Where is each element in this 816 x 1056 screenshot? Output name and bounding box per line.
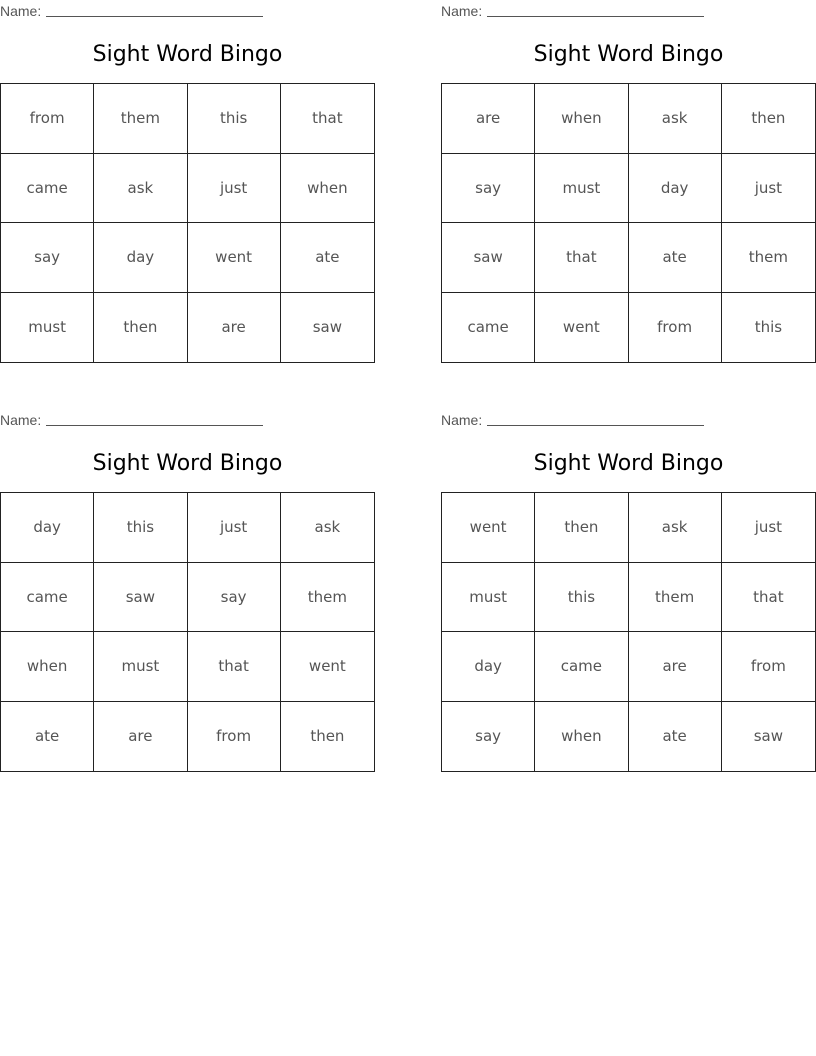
bingo-cell: ask <box>281 493 374 563</box>
bingo-cell: came <box>1 154 94 224</box>
bingo-cell: when <box>535 702 628 772</box>
bingo-cell: just <box>722 154 815 224</box>
bingo-grid <box>441 83 816 363</box>
bingo-cell: then <box>722 84 815 154</box>
card-title: Sight Word Bingo <box>92 451 283 476</box>
bingo-cell: day <box>629 154 722 224</box>
bingo-cell: from <box>1 84 94 154</box>
bingo-cell: ate <box>629 702 722 772</box>
bingo-cell: came <box>442 293 535 363</box>
name-blank-line <box>487 425 704 426</box>
bingo-grid <box>0 83 375 363</box>
bingo-cell: just <box>722 493 815 563</box>
bingo-cell: day <box>1 493 94 563</box>
bingo-cell: this <box>94 493 187 563</box>
bingo-cell: them <box>722 223 815 293</box>
name-blank-line <box>46 425 263 426</box>
bingo-cell: when <box>535 84 628 154</box>
bingo-cell: from <box>629 293 722 363</box>
bingo-cell: from <box>188 702 281 772</box>
bingo-cell: saw <box>312 318 343 337</box>
bingo-cell: are <box>629 632 722 702</box>
bingo-cell: then <box>535 493 628 563</box>
bingo-cell: went <box>442 493 535 563</box>
card-title: Sight Word Bingo <box>533 451 724 476</box>
card-title: Sight Word Bingo <box>92 42 283 67</box>
bingo-cell: that <box>535 223 628 293</box>
bingo-grid <box>0 492 375 772</box>
bingo-cell: day <box>94 223 187 293</box>
bingo-cell: say <box>1 223 94 293</box>
bingo-cell: must <box>442 563 535 633</box>
name-label: Name: <box>441 412 483 428</box>
bingo-cell: are <box>94 702 187 772</box>
bingo-cell: saw <box>442 223 535 293</box>
name-blank-line <box>487 16 704 17</box>
bingo-cell: them <box>94 84 187 154</box>
bingo-cell: went <box>535 293 628 363</box>
bingo-cell: ate <box>281 223 374 293</box>
bingo-cell: say <box>188 563 281 633</box>
bingo-cell: came <box>535 632 628 702</box>
bingo-cell: came <box>1 563 94 633</box>
bingo-cell: then <box>94 293 187 363</box>
bingo-cell: ask <box>94 154 187 224</box>
bingo-cell: this <box>188 84 281 154</box>
name-label: Name: <box>0 3 42 19</box>
bingo-cell: must <box>535 154 628 224</box>
bingo-cell: when <box>281 154 374 224</box>
bingo-cell: this <box>754 318 783 337</box>
bingo-cell: saw <box>94 563 187 633</box>
bingo-cell: went <box>188 223 281 293</box>
bingo-cell: them <box>629 563 722 633</box>
bingo-cell: say <box>442 154 535 224</box>
bingo-cell: this <box>535 563 628 633</box>
bingo-cell: that <box>281 84 374 154</box>
bingo-cell: are <box>442 84 535 154</box>
card-title: Sight Word Bingo <box>533 42 724 67</box>
bingo-cell: that <box>188 632 281 702</box>
bingo-cell: must <box>1 293 94 363</box>
bingo-cell: them <box>281 563 374 633</box>
bingo-grid <box>441 492 816 772</box>
bingo-cell: went <box>281 632 374 702</box>
bingo-cell: ask <box>629 84 722 154</box>
bingo-cell: are <box>188 293 281 363</box>
bingo-cell: then <box>310 727 345 746</box>
bingo-cell: must <box>94 632 187 702</box>
bingo-cell: ate <box>629 223 722 293</box>
name-blank-line <box>46 16 263 17</box>
bingo-cell: just <box>188 493 281 563</box>
bingo-cell: from <box>722 632 815 702</box>
bingo-cell: just <box>188 154 281 224</box>
bingo-cell: that <box>722 563 815 633</box>
name-label: Name: <box>441 3 483 19</box>
bingo-cell: day <box>442 632 535 702</box>
name-label: Name: <box>0 412 42 428</box>
bingo-cell: say <box>442 702 535 772</box>
bingo-cell: saw <box>753 727 784 746</box>
bingo-cell: ask <box>629 493 722 563</box>
bingo-cell: ate <box>1 702 94 772</box>
bingo-cell: when <box>1 632 94 702</box>
